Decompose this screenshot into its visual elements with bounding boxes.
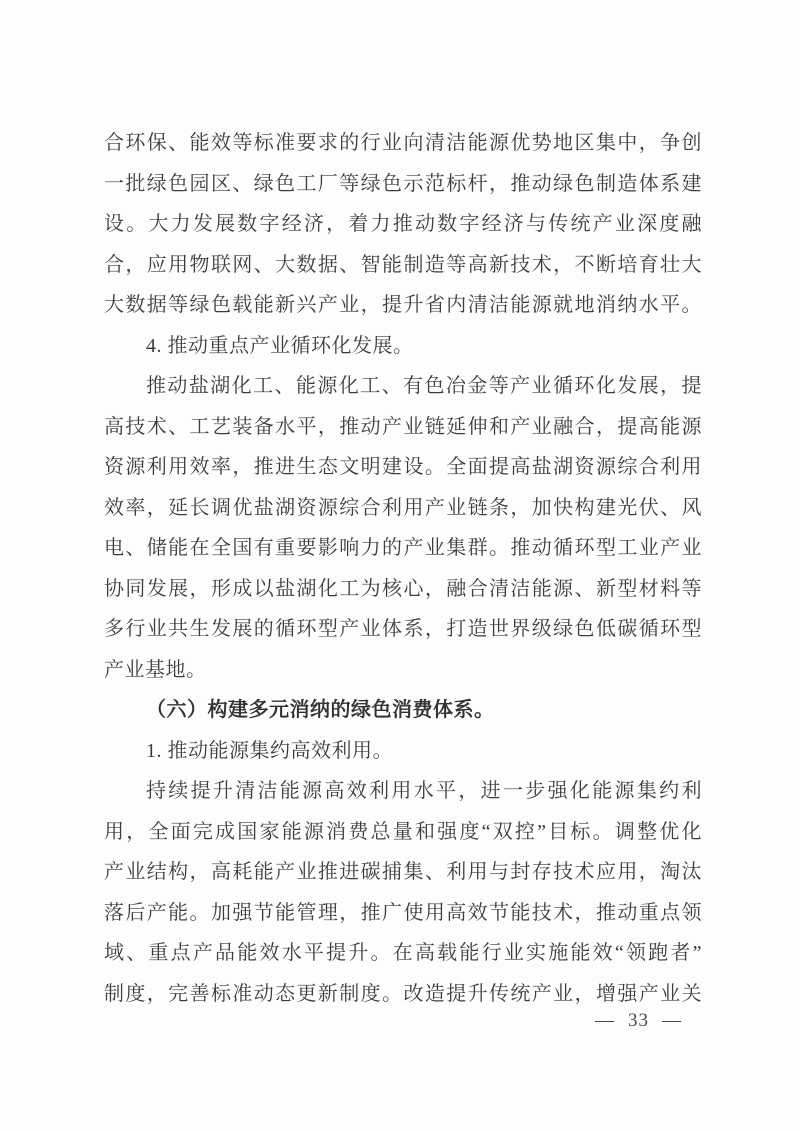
text-line: 资源利用效率，推进生态文明建设。全面提高盐湖资源综合利用 [104,456,702,478]
text-line: 持续提升清洁能源高效利用水平，进一步强化能源集约利 [146,780,702,802]
text-line: 多行业共生发展的循环型产业体系，打造世界级绿色低碳循环型 [104,618,702,640]
text-line: 制度，完善标准动态更新制度。改造提升传统产业，增强产业关 [104,982,702,1005]
numbered-item-heading: 4. 推动重点产业循环化发展。 [146,334,414,357]
text-line: 高技术、工艺装备水平，推动产业链延伸和产业融合，提高能源 [104,415,702,438]
text-line: 电、储能在全国有重要影响力的产业集群。推动循环型工业产业 [104,537,702,559]
text-line: 合环保、能效等标准要求的行业向清洁能源优势地区集中，争创 [104,132,702,154]
numbered-item-heading: 1. 推动能源集约高效利用。 [146,739,393,762]
text-line: 产业结构，高耗能产业推进碳捕集、利用与封存技术应用，淘汰 [104,861,702,883]
text-line: 落后产能。加强节能管理，推广使用高效节能技术，推动重点领 [104,901,702,924]
page-number: 33 [628,1010,649,1031]
text-line: 设。大力发展数字经济，着力推动数字经济与传统产业深度融 [104,213,702,235]
text-line: 用，全面完成国家能源消费总量和强度“双控”目标。调整优化 [104,820,702,843]
section-heading: （六）构建多元消纳的绿色消费体系。 [146,699,495,721]
text-line: 推动盐湖化工、能源化工、有色冶金等产业循环化发展，提 [146,375,702,397]
document-body [104,123,702,1014]
text-line: 协同发展，形成以盐湖化工为核心，融合清洁能源、新型材料等 [104,577,702,600]
text-line: 一批绿色园区、绿色工厂等绿色示范标杆，推动绿色制造体系建 [104,172,702,195]
text-line: 域、重点产品能效水平提升。在高载能行业实施能效“领跑者” [104,942,702,964]
text-line: 大数据等绿色载能新兴产业，提升省内清洁能源就地消纳水平。 [104,294,702,316]
footer-dash-right: — [662,1010,682,1031]
text-line: 产业基地。 [104,658,207,681]
text-line: 效率，延长调优盐湖资源综合利用产业链条，加快构建光伏、风 [104,496,702,519]
text-line: 合，应用物联网、大数据、智能制造等高新技术，不断培育壮大 [104,253,702,276]
footer-dash-left: — [595,1010,615,1031]
page-number-footer [595,1006,682,1036]
